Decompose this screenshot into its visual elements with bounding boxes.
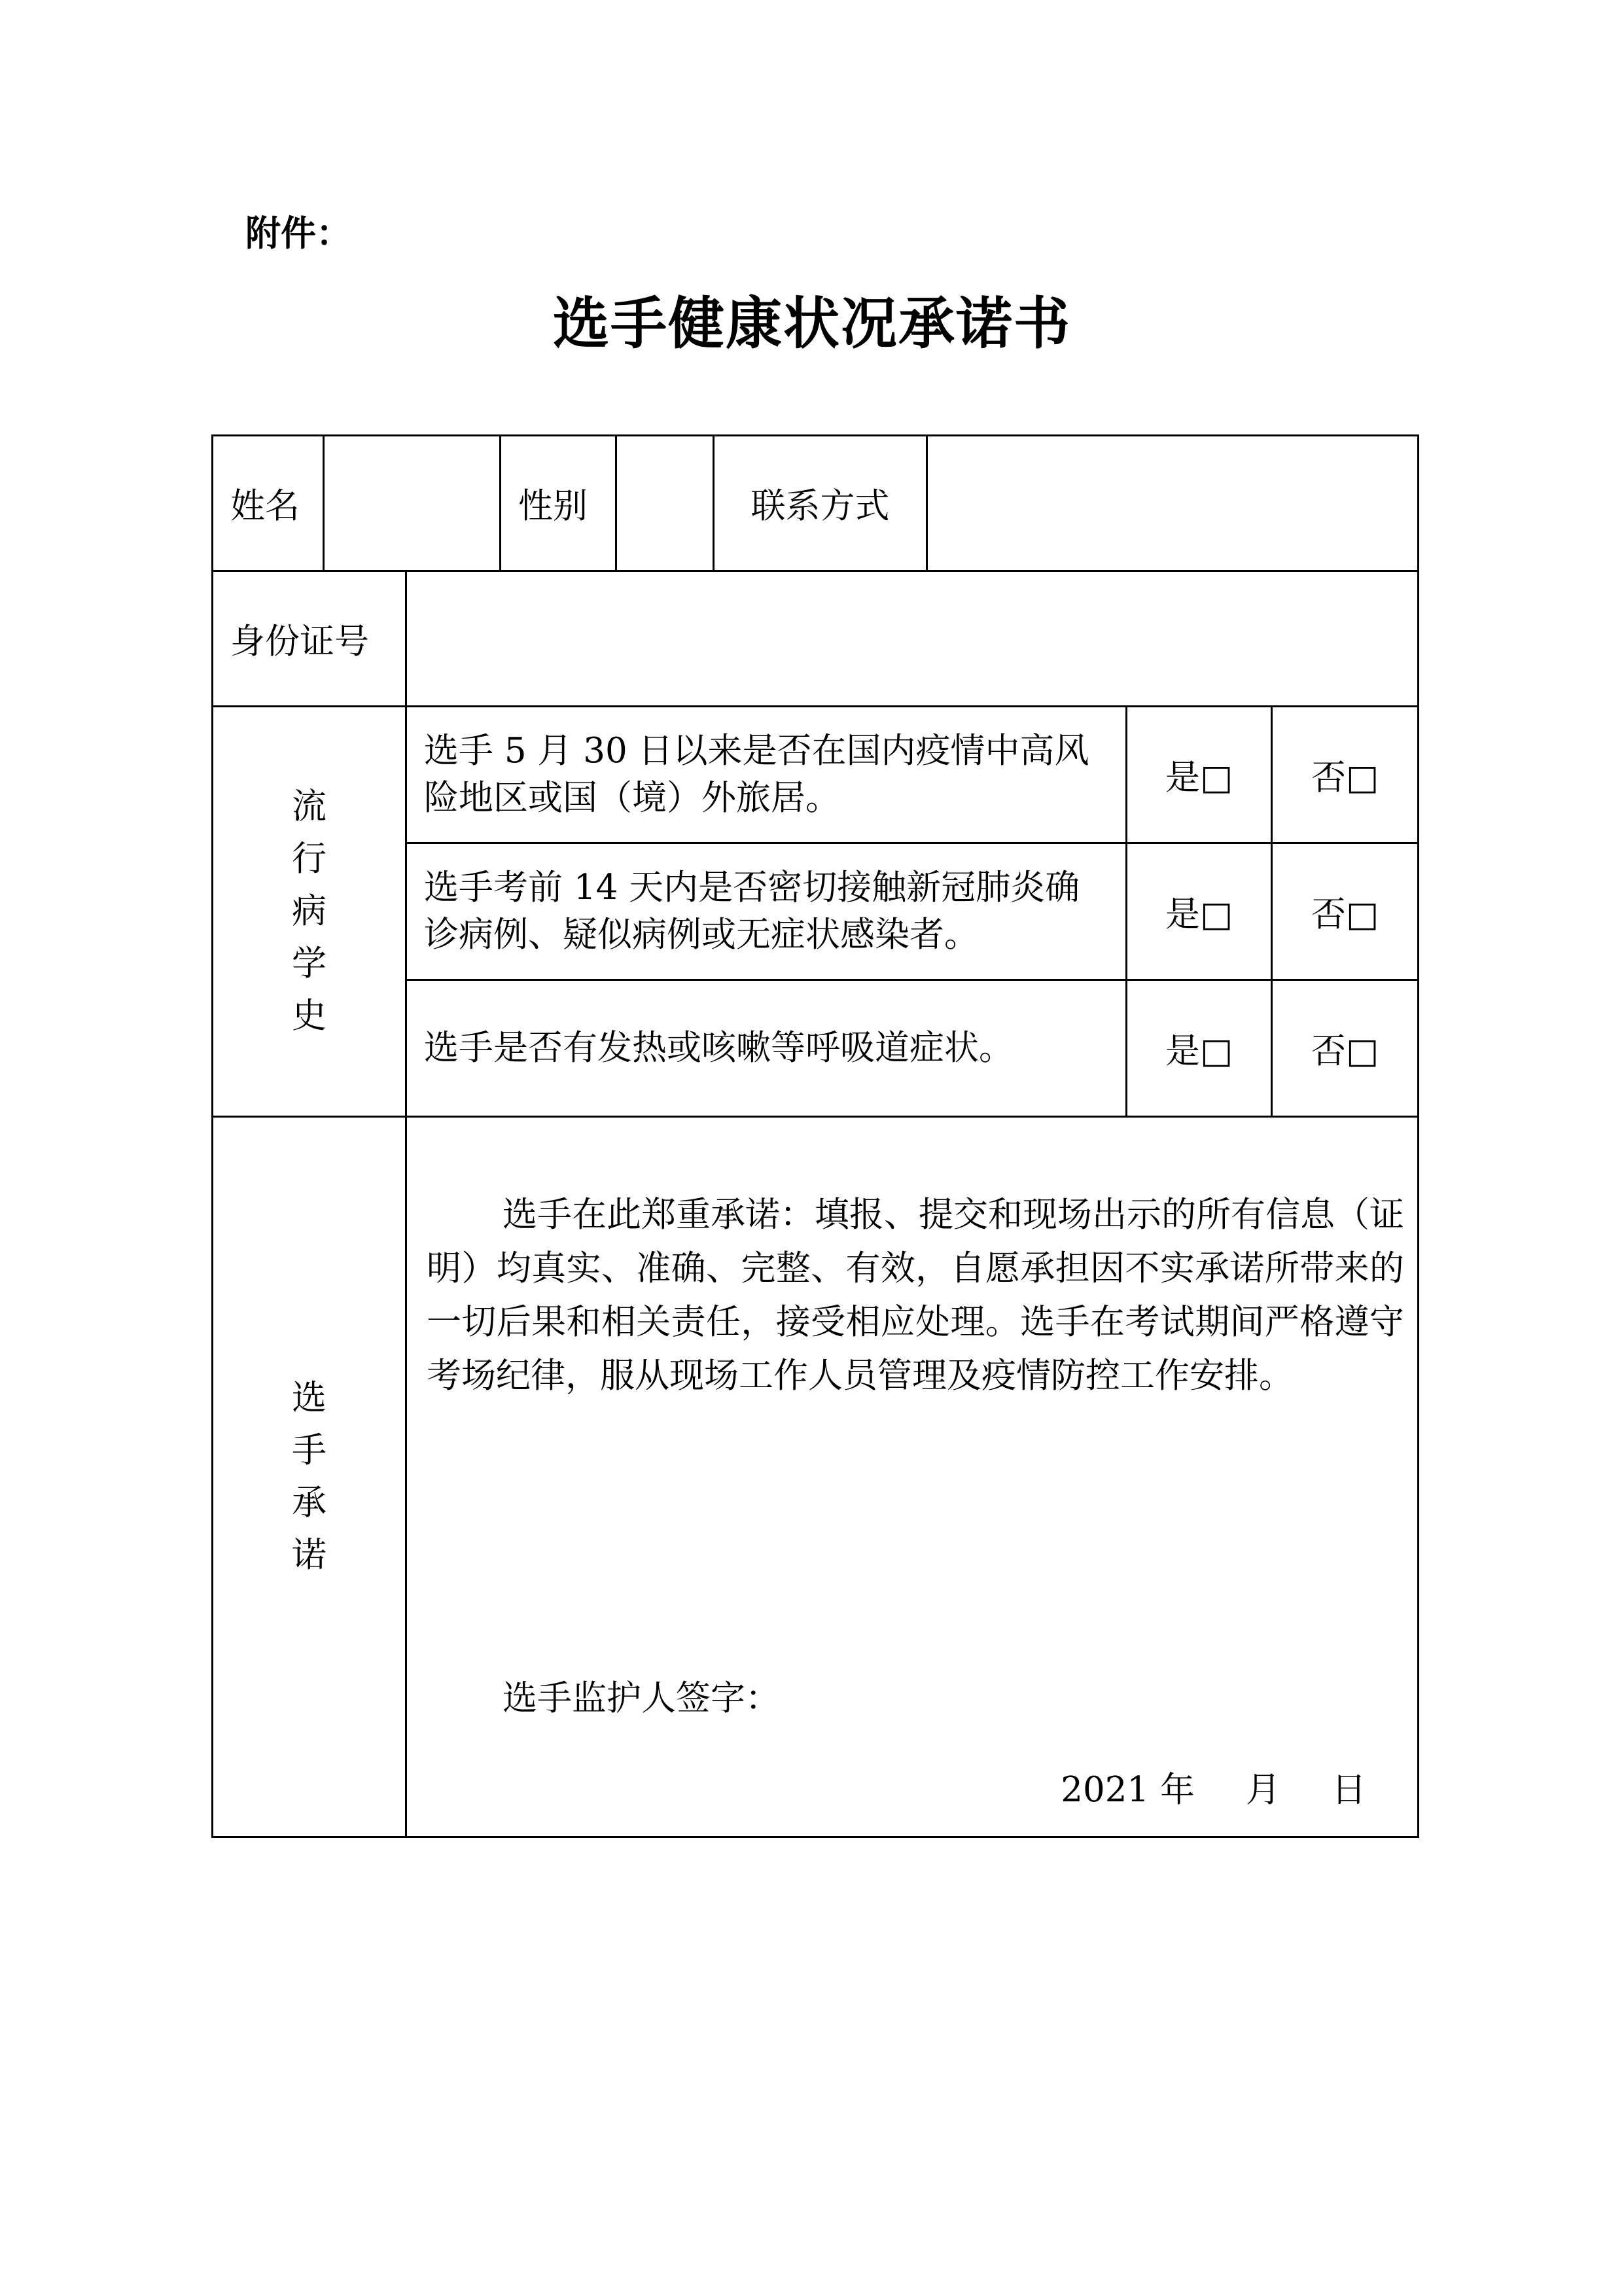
yes-checkbox[interactable]: 是□ [1127, 843, 1272, 980]
promise-label: 选手承诺 [213, 1117, 406, 1837]
epidemiology-history-label: 流行病学史 [213, 707, 406, 1117]
promise-row [213, 1117, 1419, 1837]
date-year: 2021 年 [1061, 1770, 1195, 1810]
name-field[interactable] [324, 436, 501, 571]
question-row [213, 707, 1419, 843]
guardian-signature[interactable] [503, 1670, 780, 1720]
date-line [1061, 1762, 1366, 1812]
signature-prefix: 选手 [503, 1678, 572, 1718]
yes-checkbox[interactable]: 是□ [1127, 980, 1272, 1117]
contact-label: 联系方式 [714, 436, 927, 571]
id-number-label: 身份证号 [213, 571, 406, 707]
promise-statement: 选手在此郑重承诺：填报、提交和现场出示的所有信息（证明）均真实、准确、完整、有效，自愿承担因不实承诺所带来的一切后果和相关责任，接受相应处理。选手在考试期间严格遵守考场纪律，服从现场工作人员管理及疫情防控工作安排。 [427, 1195, 1404, 1396]
question-text: 选手考前 14 天内是否密切接触新冠肺炎确诊病例、疑似病例或无症状感染者。 [406, 843, 1127, 980]
gender-label: 性别 [501, 436, 616, 571]
id-row [213, 571, 1419, 707]
name-label: 姓名 [213, 436, 324, 571]
no-checkbox[interactable]: 否□ [1272, 980, 1419, 1117]
attachment-label: 附件： [245, 213, 351, 254]
contact-field[interactable] [927, 436, 1419, 571]
yes-checkbox[interactable]: 是□ [1127, 707, 1272, 843]
signature-label: 监护人签字： [572, 1678, 780, 1718]
basic-info-row [213, 436, 1419, 571]
question-text: 选手 5 月 30 日以来是否在国内疫情中高风险地区或国（境）外旅居。 [406, 707, 1127, 843]
document-title: 选手健康状况承诺书 [553, 291, 1071, 357]
date-month: 月 [1246, 1770, 1280, 1810]
no-checkbox[interactable]: 否□ [1272, 707, 1419, 843]
date-day: 日 [1332, 1770, 1366, 1810]
no-checkbox[interactable]: 否□ [1272, 843, 1419, 980]
gender-field[interactable] [616, 436, 714, 571]
health-commitment-form [211, 434, 1419, 1838]
promise-content [406, 1117, 1419, 1837]
id-number-field[interactable] [406, 571, 1419, 707]
question-text: 选手是否有发热或咳嗽等呼吸道症状。 [406, 980, 1127, 1117]
